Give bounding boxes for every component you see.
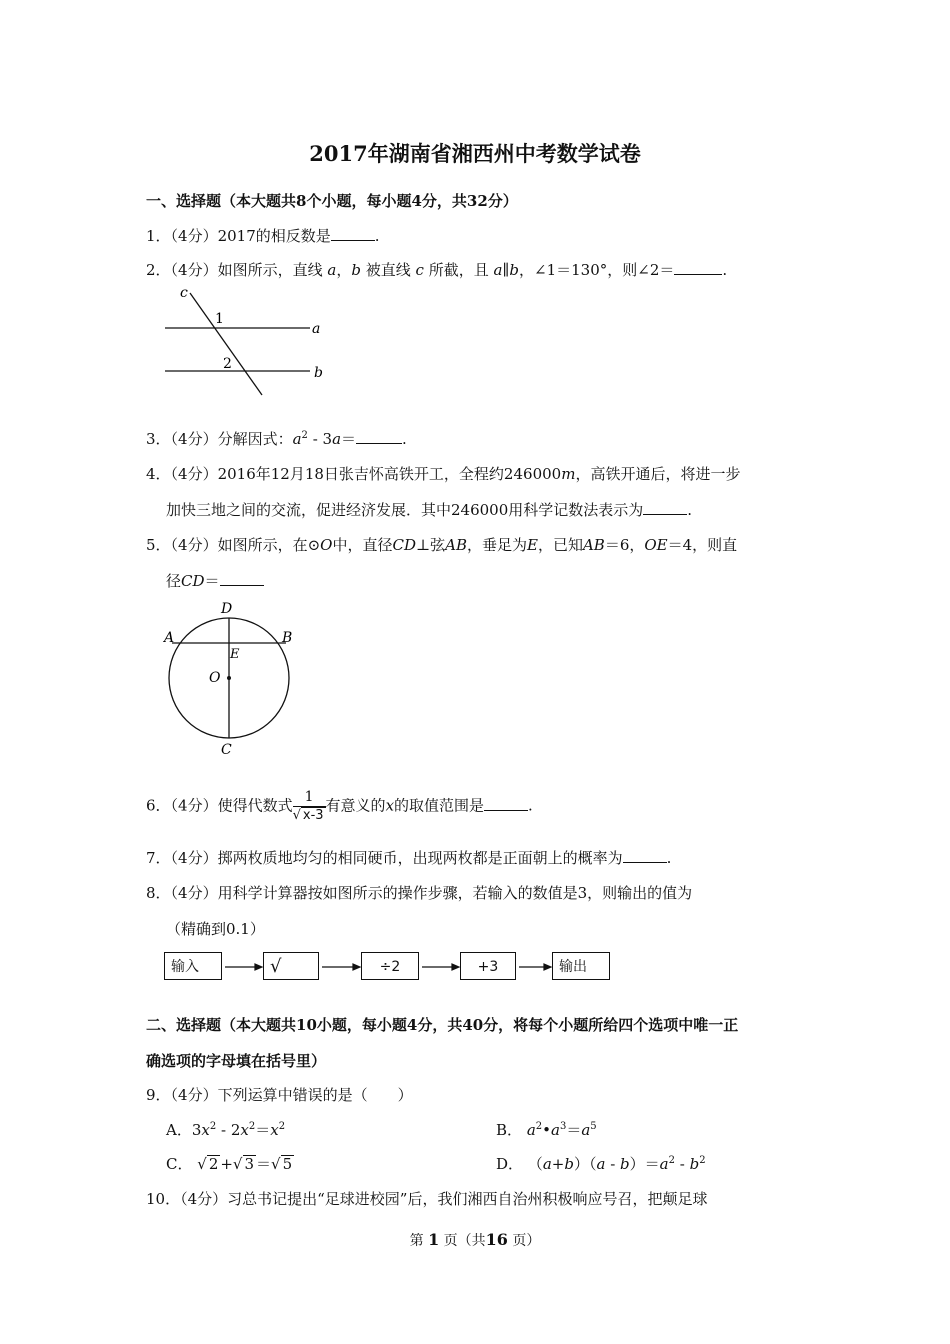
question-4-line-2: 加快三地之间的交流，促进经济发展．其中246000用科学记数法表示为 . — [166, 501, 693, 519]
page-footer: 第 1 页（共16 页） — [409, 1230, 541, 1249]
label-1: 1 — [215, 311, 224, 327]
flow-arrows — [0, 955, 620, 979]
option-9D: D． $(a+b)(a - b)=a^2 - b^2$ — [496, 1155, 706, 1173]
label-c: c — [180, 285, 188, 301]
figure-circle — [158, 598, 308, 760]
option-9C: C． √ 2 +√ 3 ＝√ 5 — [166, 1155, 293, 1173]
page-total: 16 — [485, 1230, 508, 1249]
label-D: D — [221, 601, 233, 617]
label-E: E — [230, 647, 240, 662]
flow-sqrt-box: √ — [263, 952, 319, 980]
question-8-line-2: （精确到0.1） — [166, 920, 265, 938]
label-b: b — [314, 365, 323, 381]
question-5-line-2: 径CD＝ — [166, 570, 264, 591]
section-2-heading-line-2: 确选项的字母填在括号里） — [146, 1052, 327, 1070]
question-9: 9．（4分）下列运算中错误的是（ ） — [146, 1086, 413, 1104]
question-2: 2．（4分）如图所示，直线 a，b 被直线 c 所截，且 a∥b，∠1＝130°，则∠2＝ . — [146, 261, 728, 279]
flow-add-box: +3 — [460, 952, 516, 980]
label-2: 2 — [223, 356, 232, 372]
flow-output-box: 输出 — [552, 952, 610, 980]
option-9A: A．$3x^2 - 2x^2=x^2$ — [166, 1121, 286, 1139]
label-C: C — [221, 742, 232, 758]
label-B: B — [282, 630, 293, 646]
fraction: $\frac{1}{√ x-3}$ — [292, 789, 324, 823]
question-6: 6．（4分）使得代数式 $\frac{1}{√ x-3}$ 有意义的x的取值范围是 . — [146, 789, 533, 823]
question-7: 7．（4分）掷两枚质地均匀的相同硬币，出现两枚都是正面朝上的概率为 . — [146, 849, 672, 867]
page-title: 2017年湖南省湘西州中考数学试卷 — [309, 141, 641, 166]
question-8-line-1: 8．（4分）用科学计算器按如图所示的操作步骤，若输入的数值是3，则输出的值为 — [146, 884, 693, 902]
label-O: O — [209, 670, 221, 686]
flow-divide-box: ÷2 — [361, 952, 419, 980]
flow-input-box: 输入 — [164, 952, 222, 980]
label-a: a — [312, 321, 321, 337]
section-1-heading: 一、选择题（本大题共8个小题，每小题4分，共32分） — [146, 192, 518, 210]
figure-parallel-lines — [160, 285, 340, 400]
question-1: 1．（4分）2017的相反数是 . — [146, 227, 380, 245]
question-3: 3．（4分）分解因式：$a^2 - 3a=$ . — [146, 430, 407, 448]
option-9B: B． $a^2•a^3=a^5$ — [496, 1121, 597, 1139]
question-5-line-1: 5．（4分）如图所示，在⊙O中，直径CD⊥弦AB，垂足为E，已知AB＝6，OE＝4，则直 — [146, 536, 738, 554]
page-number: 1 — [428, 1230, 440, 1249]
question-4-line-1: 4．（4分）2016年12月18日张吉怀高铁开工，全程约246000m，高铁开通后，将进一步 — [146, 465, 741, 483]
question-10: 10．（4分）习总书记提出“足球进校园”后，我们湘西自治州积极响应号召，把颠足球 — [146, 1190, 708, 1208]
label-A: A — [164, 630, 175, 646]
section-2-heading-line-1: 二、选择题（本大题共10小题，每小题4分，共40分，将每个小题所给四个选项中唯一正 — [146, 1016, 739, 1034]
